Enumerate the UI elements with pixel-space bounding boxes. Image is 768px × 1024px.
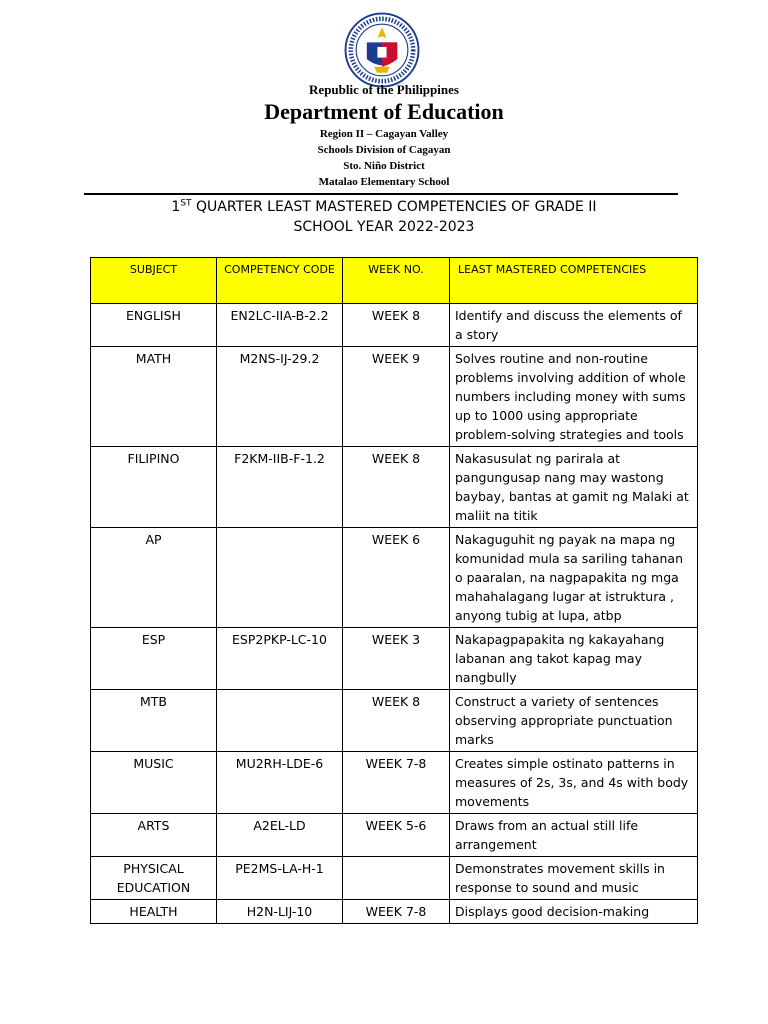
- code-cell: MU2RH-LDE-6: [217, 752, 343, 814]
- competency-cell: Construct a variety of sentences observing appropriate punctuation marks: [450, 690, 698, 752]
- republic-label: Republic of the Philippines: [309, 82, 459, 97]
- week-cell: WEEK 6: [343, 528, 450, 628]
- subject-cell: ARTS: [91, 814, 217, 857]
- district-label: Sto. Niño District: [343, 160, 425, 172]
- subject-cell: ESP: [91, 628, 217, 690]
- competency-cell: Nakasusulat ng parirala at pangungusap nang may wastong baybay, bantas at gamit ng Malaki at maliit na titik: [450, 447, 698, 528]
- week-cell: WEEK 7-8: [343, 900, 450, 924]
- competencies-table: [90, 257, 698, 924]
- table-row: [91, 447, 698, 528]
- week-cell: WEEK 8: [343, 690, 450, 752]
- department-title: Department of Education: [264, 99, 504, 124]
- competency-cell: Demonstrates movement skills in response to sound and music: [450, 857, 698, 900]
- table-row: [91, 628, 698, 690]
- code-cell: EN2LC-IIA-B-2.2: [217, 304, 343, 347]
- week-cell: WEEK 5-6: [343, 814, 450, 857]
- week-cell: [343, 857, 450, 900]
- title-ordinal: 1: [171, 199, 181, 215]
- deped-seal-icon: [344, 12, 420, 88]
- title-rest: QUARTER LEAST MASTERED COMPETENCIES OF GRADE II: [191, 199, 597, 215]
- table-row: [91, 528, 698, 628]
- code-cell: A2EL-LD: [217, 814, 343, 857]
- subject-cell: HEALTH: [91, 900, 217, 924]
- subject-cell: ENGLISH: [91, 304, 217, 347]
- competency-cell: Nakaguguhit ng payak na mapa ng komunidad mula sa sariling tahanan o paaralan, na nagpapakita ng mga mahahalagang lugar at istruktura , anyong tubig at lupa, atbp: [450, 528, 698, 628]
- header-week-no: WEEK NO.: [343, 258, 450, 304]
- table-row: [91, 347, 698, 447]
- table-row: [91, 752, 698, 814]
- week-cell: WEEK 7-8: [343, 752, 450, 814]
- competency-cell: Solves routine and non-routine problems involving addition of whole numbers including money with sums up to 1000 using appropriate problem-solving strategies and tools: [450, 347, 698, 447]
- code-cell: ESP2PKP-LC-10: [217, 628, 343, 690]
- competency-cell: Nakapagpapakita ng kakayahang labanan ang takot kapag may nangbully: [450, 628, 698, 690]
- week-cell: WEEK 8: [343, 304, 450, 347]
- subject-cell: FILIPINO: [91, 447, 217, 528]
- competency-cell: Identify and discuss the elements of a story: [450, 304, 698, 347]
- week-cell: WEEK 8: [343, 447, 450, 528]
- subject-cell: MTB: [91, 690, 217, 752]
- region-label: Region II – Cagayan Valley: [319, 128, 449, 140]
- table-row: [91, 814, 698, 857]
- table-row: [91, 900, 698, 924]
- header-competency-code: COMPETENCY CODE: [217, 258, 343, 304]
- competency-cell: Draws from an actual still life arrangement: [450, 814, 698, 857]
- subject-cell: MATH: [91, 347, 217, 447]
- title-ordinal-suffix: ST: [180, 198, 192, 209]
- subject-cell: PHYSICAL EDUCATION: [91, 857, 217, 900]
- subject-cell: MUSIC: [91, 752, 217, 814]
- table-row: [91, 690, 698, 752]
- school-label: Matalao Elementary School: [318, 176, 450, 188]
- header-least-mastered: LEAST MASTERED COMPETENCIES: [450, 258, 698, 304]
- code-cell: PE2MS-LA-H-1: [217, 857, 343, 900]
- week-cell: WEEK 3: [343, 628, 450, 690]
- code-cell: F2KM-IIB-F-1.2: [217, 447, 343, 528]
- division-label: Schools Division of Cagayan: [317, 144, 451, 156]
- header-divider: [84, 193, 678, 195]
- table-row: [91, 304, 698, 347]
- code-cell: [217, 528, 343, 628]
- table-body: [91, 304, 698, 924]
- header-subject: SUBJECT: [91, 258, 217, 304]
- competency-cell: Creates simple ostinato patterns in measures of 2s, 3s, and 4s with body movements: [450, 752, 698, 814]
- competency-cell: Displays good decision-making: [450, 900, 698, 924]
- code-cell: H2N-LIJ-10: [217, 900, 343, 924]
- code-cell: [217, 690, 343, 752]
- document-title: [0, 199, 768, 215]
- table-row: [91, 857, 698, 900]
- week-cell: WEEK 9: [343, 347, 450, 447]
- subject-cell: AP: [91, 528, 217, 628]
- school-year-title: SCHOOL YEAR 2022-2023: [293, 219, 475, 235]
- table-header-row: [91, 258, 698, 304]
- code-cell: M2NS-IJ-29.2: [217, 347, 343, 447]
